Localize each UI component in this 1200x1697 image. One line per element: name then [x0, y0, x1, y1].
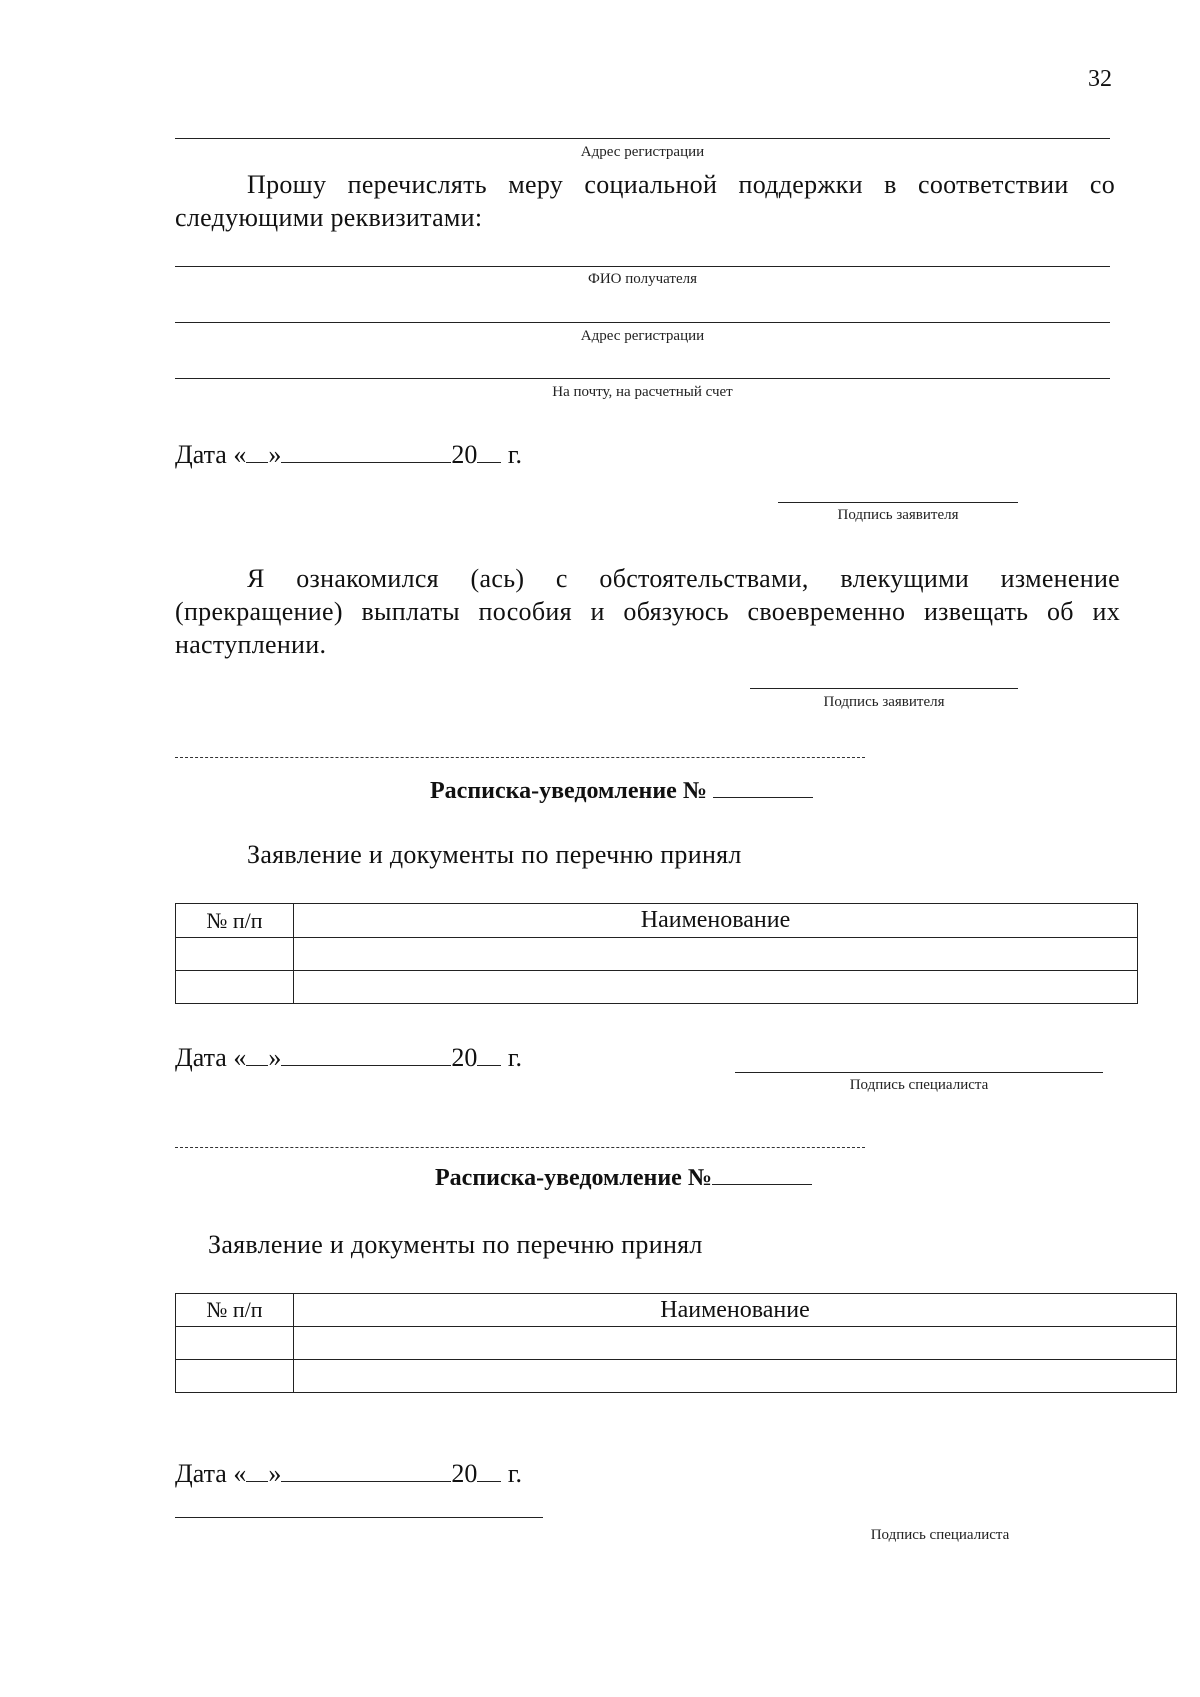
cut-line-2	[175, 1147, 865, 1148]
page-number: 32	[1088, 66, 1112, 92]
month-blank[interactable]	[281, 462, 451, 463]
registration-caption-top: Адрес регистрации	[580, 144, 705, 160]
date-quote-close: »	[268, 440, 282, 469]
date-quote-close: »	[268, 1043, 282, 1072]
year-prefix: 20	[451, 440, 478, 469]
documents-table-1	[175, 903, 1138, 1004]
day-blank[interactable]	[246, 462, 268, 463]
year-blank[interactable]	[477, 462, 501, 463]
receipt-title-1-text: Расписка-уведомление №	[430, 778, 707, 804]
date-prefix: Дата «	[175, 1459, 247, 1488]
specialist-signature-line-1[interactable]	[735, 1072, 1103, 1073]
year-blank[interactable]	[477, 1065, 501, 1066]
date-prefix: Дата «	[175, 440, 247, 469]
date-quote-close: »	[268, 1459, 282, 1488]
receipt-title-1	[430, 778, 813, 805]
month-blank[interactable]	[281, 1065, 451, 1066]
date-line-1	[175, 440, 522, 470]
year-suffix: г.	[507, 440, 523, 469]
year-prefix: 20	[451, 1459, 478, 1488]
column-header-number: № п/п	[176, 1294, 294, 1327]
recipient-address-caption: Адрес регистрации	[580, 328, 705, 344]
column-header-name: Наименование	[294, 1294, 1177, 1327]
applicant-signature-caption-1: Подпись заявителя	[837, 507, 959, 523]
table-row[interactable]	[176, 1360, 1177, 1393]
recipient-payment-caption: На почту, на расчетный счет	[552, 384, 733, 400]
specialist-signature-caption-2: Подпись специалиста	[870, 1527, 1010, 1543]
year-suffix: г.	[507, 1043, 523, 1072]
specialist-signature-caption-1: Подпись специалиста	[849, 1077, 989, 1093]
cut-line-1	[175, 757, 865, 758]
acknowledgement-paragraph: Я ознакомился (ась) с обстоятельствами, влекущими изменение (прекращение) выплаты пособия и обязуюсь своевременно извещать об их наступлении.	[175, 564, 1120, 659]
table-header-row	[176, 1294, 1177, 1327]
column-header-name: Наименование	[294, 904, 1138, 938]
day-blank[interactable]	[246, 1065, 268, 1066]
recipient-address-line[interactable]	[175, 322, 1110, 323]
applicant-signature-caption-2: Подпись заявителя	[823, 694, 945, 710]
table-row[interactable]	[176, 971, 1138, 1004]
table-row[interactable]	[176, 1327, 1177, 1360]
receipt-accepted-text-2: Заявление и документы по перечню принял	[208, 1230, 703, 1259]
request-paragraph: Прошу перечислять меру социальной поддержки в соответствии со следующими реквизитами:	[175, 170, 1115, 232]
recipient-fio-line[interactable]	[175, 266, 1110, 267]
receipt-number-blank-1[interactable]	[713, 797, 813, 798]
registration-address-line-top[interactable]	[175, 138, 1110, 139]
year-blank[interactable]	[477, 1481, 501, 1482]
table-row[interactable]	[176, 938, 1138, 971]
month-blank[interactable]	[281, 1481, 451, 1482]
receipt-title-2-text: Расписка-уведомление №	[435, 1165, 712, 1191]
receipt-date-line-2	[175, 1459, 522, 1489]
table-header-row	[176, 904, 1138, 938]
receipt-title-2	[435, 1165, 812, 1192]
date-prefix: Дата «	[175, 1043, 247, 1072]
applicant-signature-line-2[interactable]	[750, 688, 1018, 689]
recipient-fio-caption: ФИО получателя	[588, 271, 697, 287]
receipt-accepted-text-1: Заявление и документы по перечню принял	[247, 840, 742, 869]
day-blank[interactable]	[246, 1481, 268, 1482]
column-header-number: № п/п	[176, 904, 294, 938]
recipient-payment-line[interactable]	[175, 378, 1110, 379]
receipt-number-blank-2[interactable]	[712, 1184, 812, 1185]
year-suffix: г.	[507, 1459, 523, 1488]
applicant-signature-line-1[interactable]	[778, 502, 1018, 503]
documents-table-2	[175, 1293, 1177, 1393]
receipt-date-line-1	[175, 1043, 522, 1073]
year-prefix: 20	[451, 1043, 478, 1072]
specialist-signature-line-2[interactable]	[175, 1517, 543, 1518]
